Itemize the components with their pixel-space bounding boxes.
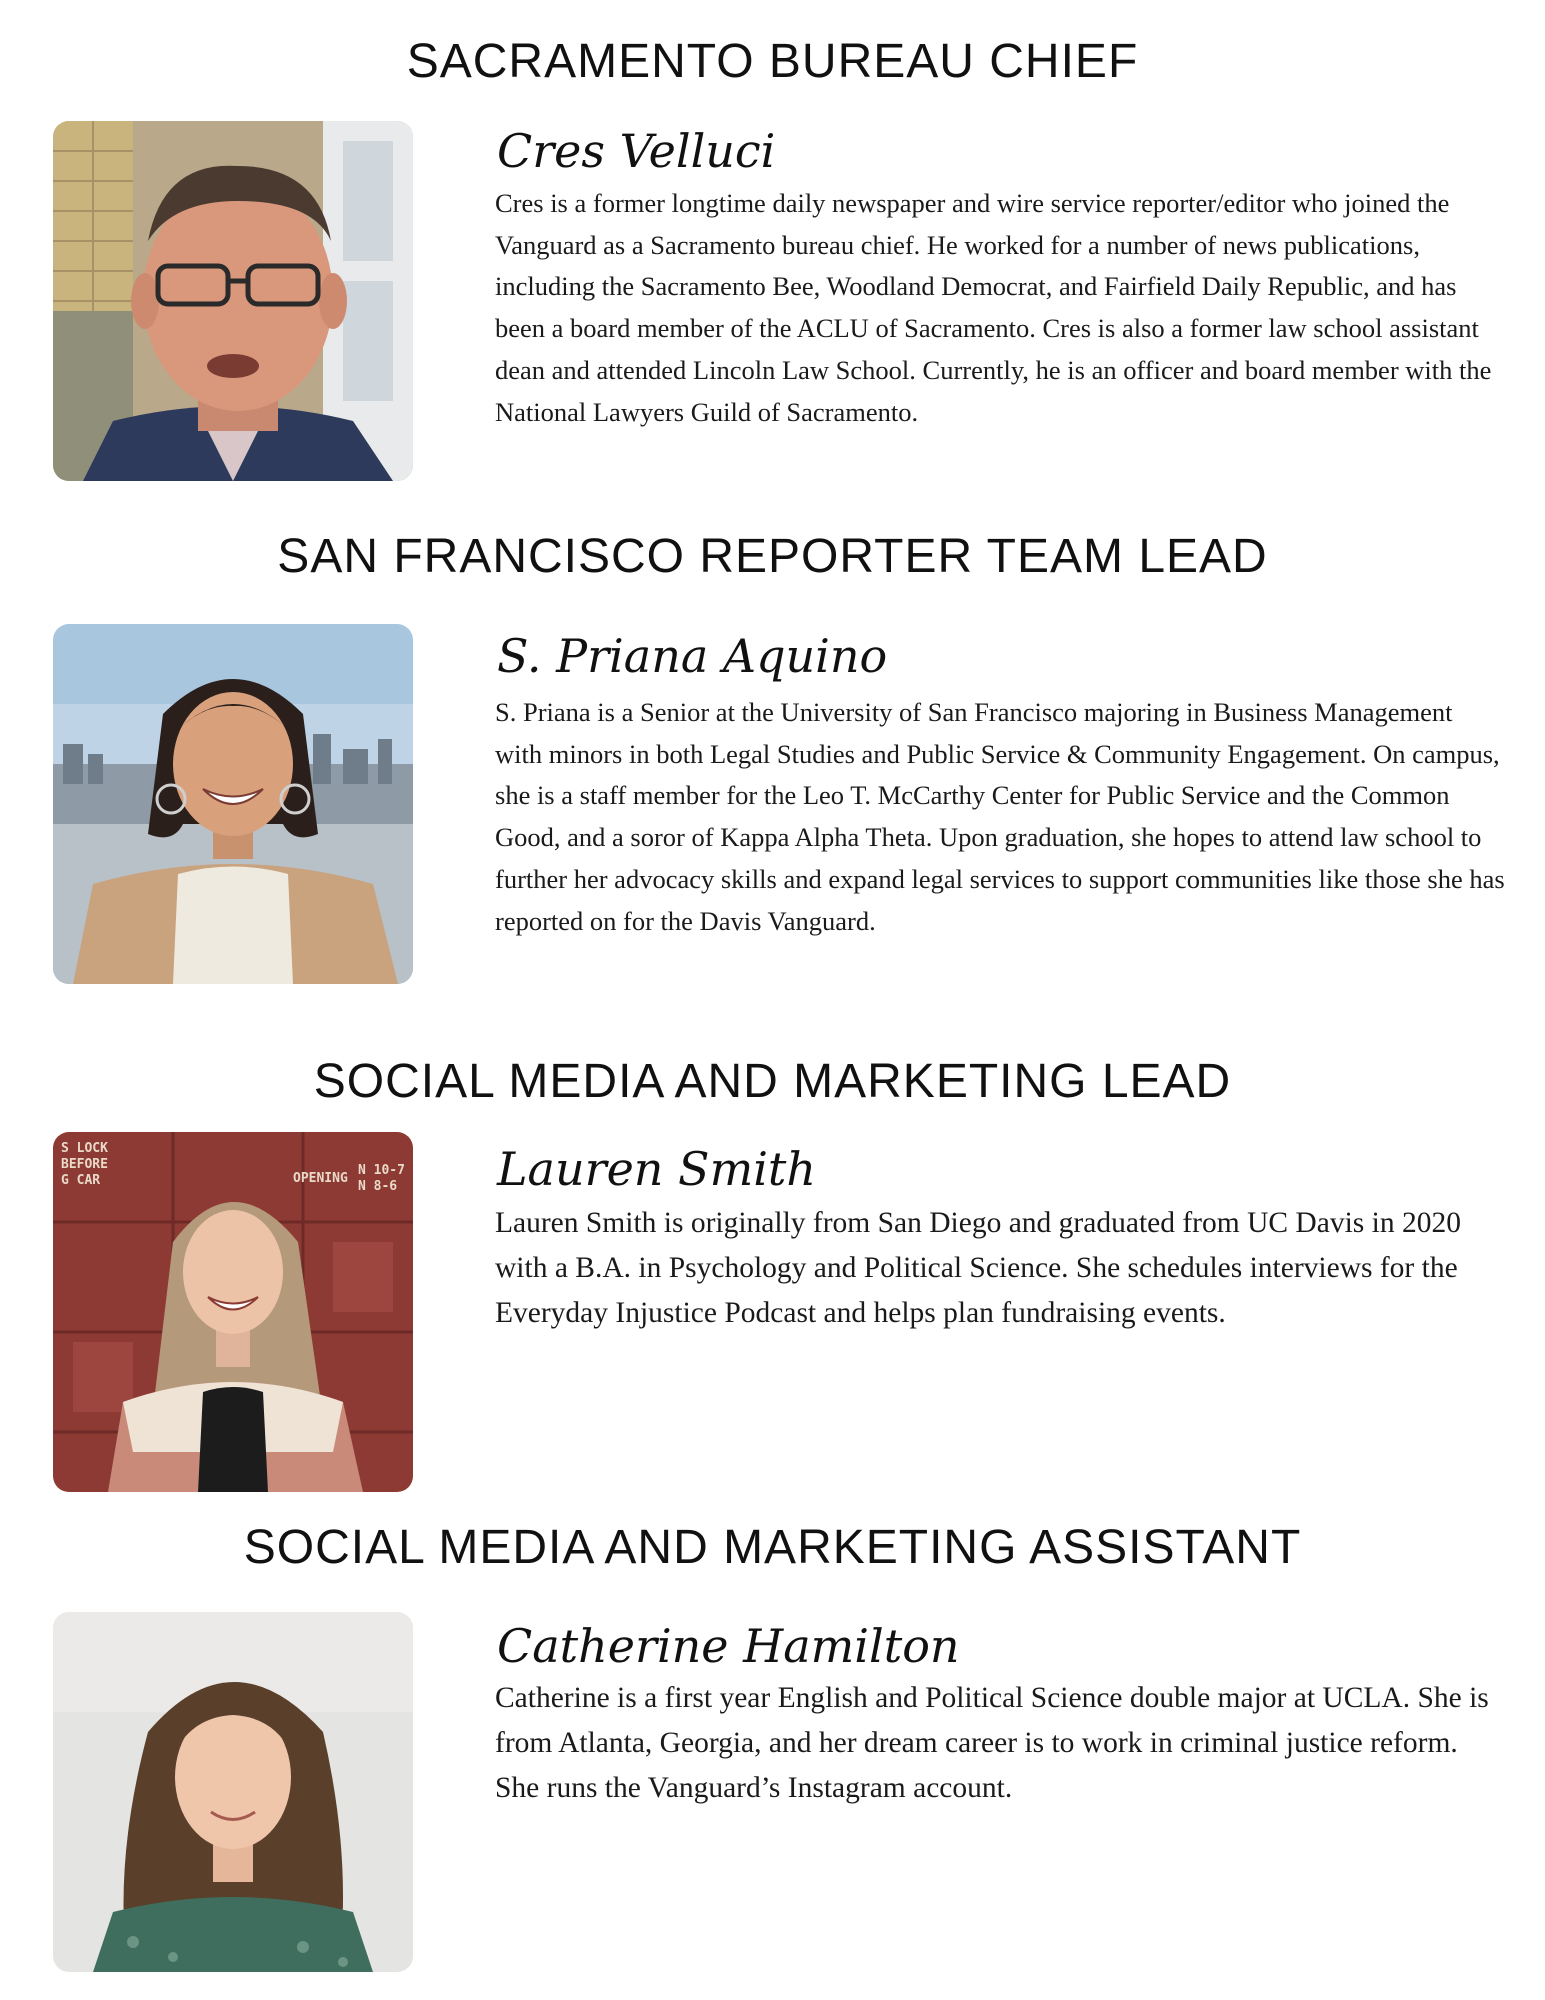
photo-sign-text-1: S LOCK [61,1141,108,1156]
bio-s-priana-aquino: S. Priana is a Senior at the University of San Francisco majoring in Business Management with minors in both Legal Studies and Public Service & Community Engagement. On campus, she is a staff member for the Leo T. McCarthy Center for Public Service and the Common Good, and a soror of Kappa Alpha Theta. Upon graduation, she hopes to attend law school to further her advocacy skills and expand legal services to support communities like those she has reported on for the Davis Vanguard. [495,697,1505,936]
bio-cres-velluci: Cres is a former longtime daily newspaper and wire service reporter/editor who joined the Vanguard as a Sacramento bureau chief. He worked for a number of news publications, including the Sacramento Bee, Woodland Democrat, and Fairfield Daily Republic, and has been a board member of the ACLU of Sacramento. Cres is also a former law school assistant dean and attended Lincoln Law School. Currently, he is an officer and board member with the National Lawyers Guild of Sacramento. [495,188,1492,427]
section-heading-social-media-and-marketing-assistant: SOCIAL MEDIA AND MARKETING ASSISTANT [243,1521,1302,1574]
photo-sign-text-4: OPENING [293,1171,348,1186]
bio-lauren-smith: Lauren Smith is originally from San Diego and graduated from UC Davis in 2020 with a B.A. in Psychology and Political Science. She schedules interviews for the Everyday Injustice Podcast and helps plan fundraising events. [495,1207,1461,1329]
photo-sign-text-2: BEFORE [61,1157,108,1172]
person-name-s-priana-aquino: S. Priana Aquino [497,629,888,683]
person-name-lauren-smith: Lauren Smith [497,1142,817,1196]
photo-sign-text-6: N 8-6 [358,1179,398,1194]
section-heading-sacramento-bureau-chief: SACRAMENTO BUREAU CHIEF [406,35,1139,88]
section-heading-social-media-and-marketing-lead: SOCIAL MEDIA AND MARKETING LEAD [313,1055,1232,1108]
photo-sign-text-3: G CAR [61,1173,101,1188]
photo-sign-text-5: N 10-7 [358,1163,405,1178]
section-heading-san-francisco-reporter-team-lead: SAN FRANCISCO REPORTER TEAM LEAD [277,530,1268,583]
person-name-cres-velluci: Cres Velluci [497,124,776,178]
bio-catherine-hamilton: Catherine is a first year English and Political Science double major at UCLA. She is from Atlanta, Georgia, and her dream career is to work in criminal justice reform. She runs the Vanguard’s Instagram account. [495,1682,1489,1804]
photo-lauren-smith [53,1132,413,1492]
person-name-catherine-hamilton: Catherine Hamilton [497,1619,960,1673]
photo-s-priana-aquino [53,624,413,984]
photo-cres-velluci [53,121,413,481]
photo-catherine-hamilton [53,1612,413,1972]
